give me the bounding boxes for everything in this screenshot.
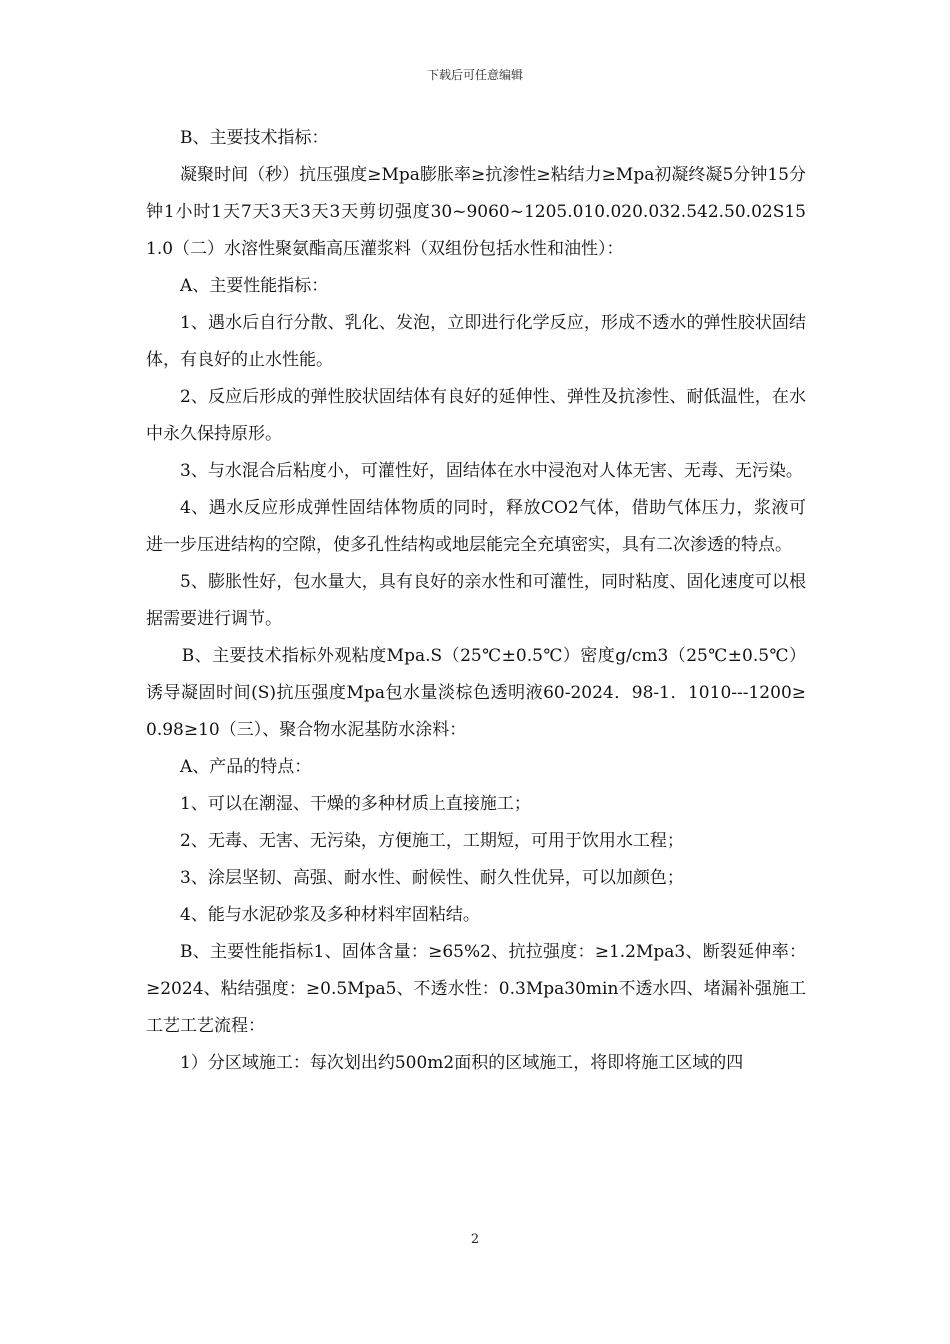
document-body (146, 120, 806, 1082)
paragraph: 5、膨胀性好，包水量大，具有良好的亲水性和可灌性，同时粘度、固化速度可以根据需要进行调节。 (146, 572, 806, 629)
paragraph: 凝聚时间（秒）抗压强度≥Mpa膨胀率≥抗渗性≥粘结力≥Mpa初凝终凝5分钟15分钟1小时1天7天3天3天3天剪切强度30~9060~1205.010.020.032.542.50.02S151.0（二）水溶性聚氨酯高压灌浆料（双组份包括水性和油性）： (146, 165, 806, 259)
paragraph: B、主要技术指标： (180, 128, 329, 148)
paragraph: 3、与水混合后粘度小，可灌性好，固结体在水中浸泡对人体无害、无毒、无污染。 (180, 461, 803, 481)
paragraph: 1、可以在潮湿、干燥的多种材质上直接施工； (180, 794, 531, 814)
paragraph: 3、涂层坚韧、高强、耐水性、耐候性、耐久性优异，可以加颜色； (180, 868, 684, 888)
page-header: 下载后可任意编辑 (426, 68, 523, 82)
paragraph: B、主要性能指标1、固体含量：≥65%2、抗拉强度：≥1.2Mpa3、断裂延伸率：≥2024、粘结强度：≥0.5Mpa5、不透水性：0.3Mpa30min不透水四、堵漏补强施工工艺工艺流程： (146, 942, 806, 1036)
paragraph: 1、遇水后自行分散、乳化、发泡，立即进行化学反应，形成不透水的弹性胶状固结体，有良好的止水性能。 (146, 313, 806, 370)
paragraph: A、主要性能指标： (180, 276, 329, 296)
paragraph: 2、无毒、无害、无污染，方便施工，工期短，可用于饮用水工程； (180, 831, 684, 851)
page-number: 2 (470, 1232, 480, 1247)
paragraph: 4、能与水泥砂浆及多种材料牢固粘结。 (180, 905, 480, 925)
paragraph: B、主要技术指标外观粘度Mpa.S（25℃±0.5℃）密度g/cm3（25℃±0.5℃）诱导凝固时间(S)抗压强度Mpa包水量淡棕色透明液60-2024．98-1．1010---1200≥0.98≥10（三）、聚合物水泥基防水涂料： (146, 646, 806, 740)
paragraph: 2、反应后形成的弹性胶状固结体有良好的延伸性、弹性及抗渗性、耐低温性，在水中永久保持原形。 (146, 387, 806, 444)
paragraph: 4、遇水反应形成弹性固结体物质的同时，释放CO2气体，借助气体压力，浆液可进一步压进结构的空隙，使多孔性结构或地层能完全充填密实，具有二次渗透的特点。 (146, 498, 806, 555)
paragraph: A、产品的特点： (180, 757, 312, 777)
paragraph: 1）分区域施工：每次划出约500m2面积的区域施工，将即将施工区域的四 (180, 1053, 744, 1073)
